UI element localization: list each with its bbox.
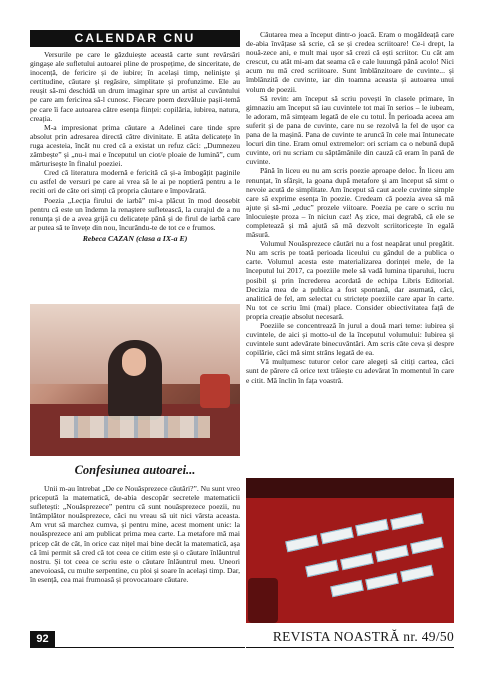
book-display-photo: [246, 478, 454, 623]
review-text: [30, 50, 240, 232]
confession-paragraph: Vă mulțumesc tuturor celor care alegeți să citiți cartea, căci sunt de părere că orice text trăiește cu adevărat în momentul în care e citit. Mă înclin în fața voastră.: [246, 357, 454, 385]
section-header: CALENDAR CNU: [30, 30, 240, 47]
confession-paragraph: Poeziile se concentrează în jurul a două mari teme: iubirea și cuvintele, de aici și motto-ul de la începutul volumului: Iubirea și cuvintele sunt adevărate binecuvântări. Am scris căte ceva și despre copilărie, căci mă simt strâns legată de ea.: [246, 321, 454, 358]
right-column: [246, 30, 454, 385]
review-paragraph: Cred că literatura modernă e fericită că și-a îmbogățit paginile cu astfel de versuri pe care ai vrea să le ai pe noptieră pentru a le reciti ori de câte ori simți că propria căutare e împovărată.: [30, 168, 240, 196]
confession-paragraph: Volumul Nouăsprezece căutări nu a fost neapărat unul pregătit. Nu am scris pe toată perioada liceului cu gândul de a publica o carte. Volumul acesta este materializarea dorinței mele, de la începutul lui 2017, ca poeziile mele să vadă lumina tiparului, lucru posibil și prin încrederea acordată de echipa Libris Editorial. Decizia mea de a publica a fost spontană, dar asumată, căci, analitică de fel, am selectat cu strictețe poeziile care apar în carte. Nu tot ce scriu îmi (mai) place. Consider obiectivitatea față de propria creație absolut necesară.: [246, 239, 454, 321]
page-number: 92: [30, 631, 55, 648]
review-paragraph: M-a impresionat prima căutare a Adelinei care tinde spre absolut prin adresarea directă către divinitate. E atâta delicatețe în ruga acesteia, încât nu cred că a existat un refuz căci: „Dumnezeu zâmbește” și „nu-i mai e începutul un ciot/e ploaie de lumină”, cum mărturisește în finalul poeziei.: [30, 122, 240, 169]
author-reading-photo: [30, 304, 240, 456]
confession-paragraph: Căutarea mea a început dintr-o joacă. Eram o mogâldeață care de-abia învățase să scrie, că se și credea scriitoare! Ce-i drept, la nouă-zece ani, e mult mai ușor să crezi că ești scriitor. Cu cât am crescut, cu atât mi-am dat seama că e cale luuungă până acolo! Nici acum nu mă cred scriitoare. Sunt îmblânzitoare de cuvinte... și îmblânzită de cuvinte, iar din toamna aceasta și autoarea unui volum de poezii.: [246, 30, 454, 94]
review-paragraph: Poezia „Lecția firului de iarbă” mi-a plăcut în mod deosebit pentru că este un îndemn la renaștere sufletească, la curajul de a nu renunța și de a avea grijă cu delicatețe până și de firul de iarbă care ar putea să te învețe din nou, încurându-te de tot ce e frumos.: [30, 195, 240, 232]
footer-rule: [55, 647, 245, 648]
review-signature: Rebeca CAZAN (clasa a IX-a E): [82, 233, 188, 243]
confession-paragraph: Să revin: am început să scriu povești în clasele primare, în gimnaziu am început să iau cuvintele tot mai în serios – le iubeam, le adoram, mă simțeam legată de ele cu totul. În perioada aceea am suferit și de pana de cuvinte, care nu se rezolvă la fel de ușor ca pana de la mașină. Pana de cuvinte te aruncă în cele mai întunecate locuri din tine. Eram omul extremelor: ori scriam ca o nebună după cuvinte, ori nu scriam cu săptămânile din cauză că eram în pană de cuvinte.: [246, 93, 454, 167]
confession-heading: Confesiunea autoarei...: [74, 463, 196, 477]
footer-rule-right: [246, 647, 454, 648]
left-column: [30, 30, 240, 243]
magazine-footer-title: REVISTA NOASTRĂ nr. 49/50: [272, 629, 454, 644]
review-paragraph: Versurile pe care le găzduiește această carte sunt revărsări gingașe ale sufletului autoarei pline de prospețime, de sinceritate, de inocență, de fericire și de iubire; în același timp, nelinişte și certitudine, căutare și regăsire, simplitate și profunzime. Ele au reușit să-mi deschidă un drum imaginar spre un artist al cuvântului pe care am fericirea să-l cunosc. Fiecare poem dezvăluie pașii-temă pe care îi face autoarea către esența ființei: copilăria, iubirea, natura, creația.: [30, 50, 240, 123]
confession-paragraph: Unii m-au întrebat „De ce Nouăsprezece căutări?”. Nu sunt vreo pricepută la matematică, de-abia descopăr secretele matematicii sufletești: „Nouăsprezece” pentru că sunt nouăsprezece poezii, nu întâmplător nouăsprezece, căci nu vreau să uit nici vârsta aceasta. Am vrut să marchez cumva, și pentru mine, acest moment unic: la nouăsprezece ani am publicat prima mea carte. La metafore mă mai pricep cât de cât, în orice caz nițel mai bine decât la matematică, așa că îmi permit să cred că tot ceea ce citim este și o căutare înlăuntrul nostru. Și tot ceea ce scriu este o căutare înlăuntrul meu. Uneori anevoioasă, cu multe serpentine, cu ploi și soare în același timp. Dar, în esență, cea mai frumoasă și provocatoare căutare.: [30, 484, 240, 584]
confession-text: [30, 484, 240, 584]
confession-paragraph: Până în liceu eu nu am scris poezie aproape deloc. În liceu am renunțat, în sfârșit, la goana după metafore și am început să simt o nevoie acută de simplitate. Am început să caut acele cuvinte simple care să exprime esența în poezie. Credeam că poezia avea să mă ajute și să-mi „educ” prozele viitoare. Poezia pe care o scriu nu înlocuiește proza – în niciun caz! Aș zice, mai degrabă, că ele se completează și mă ajută să mă dezvolt scriitoricește în egală măsură.: [246, 166, 454, 240]
